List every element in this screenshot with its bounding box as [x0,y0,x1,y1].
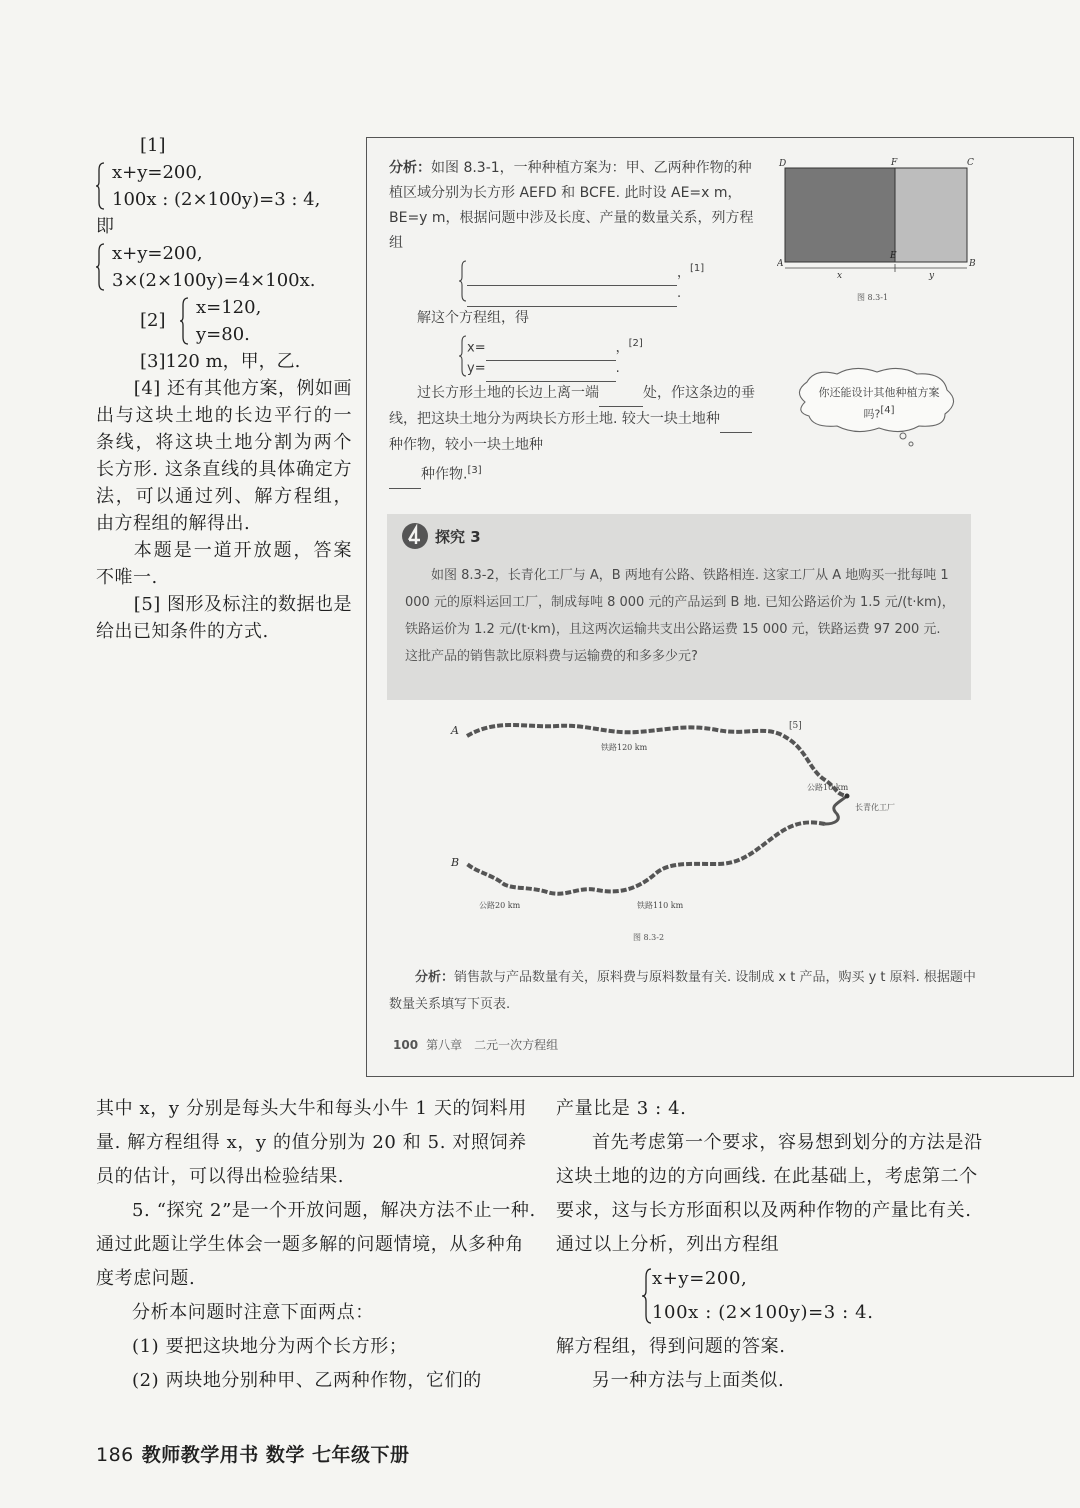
page-footer [96,1440,410,1467]
brace-icon [96,243,105,291]
commentary-left [96,1092,536,1398]
conclusion-text: 种作物. [421,466,468,483]
equation-line: y=80. [196,324,250,345]
answer-blank [389,463,421,489]
analysis-block [389,156,759,489]
open-question-note: 本题是一道开放题，答案不唯一. [96,540,352,588]
label-a: A [777,259,784,269]
rectangle-figure [777,154,977,304]
commentary-paragraph: 首先考虑第一个要求，容易想到划分的方法是沿这块土地的边的方向画线. 在此基础上，考虑第二个要求，这与长方形面积以及两种作物的产量比有关. 通过以上分析，列出方程组 [556,1132,983,1255]
commentary-list-item: (1) 要把这块地分为两个长方形； [132,1336,408,1357]
explore-box [387,514,971,700]
answer-blank [720,407,752,433]
equation-line: 100x : (2×100y)=3 : 4, [112,189,321,210]
label-x: x [837,271,843,281]
brace-icon [642,1268,652,1324]
commentary-paragraph: 解方程组，得到问题的答案. [556,1336,786,1357]
analysis-2 [389,964,979,1018]
note-1-system-a [96,159,352,213]
figure-caption: 图 8.3-2 [633,933,665,942]
brace-icon [459,260,467,302]
solve-text: 解这个方程组，得 [417,310,529,326]
note-2 [96,294,352,348]
figure-caption: 图 8.3-1 [857,293,889,302]
factory-label: 长青化工厂 [855,803,895,812]
route-figure [437,714,957,944]
textbook-page-number: 100 [393,1038,419,1052]
equation-line: x+y=200, [112,162,203,183]
cloud-question: 你还能设计其他种植方案吗? [818,386,940,421]
commentary-paragraph: 分析本问题时注意下面两点： [132,1302,374,1323]
teacher-notes-column [96,132,352,645]
book-title: 教师教学用书 数学 七年级下册 [141,1444,410,1466]
label-c: C [967,158,974,168]
region-bcfe [895,168,967,262]
conclusion-text: 处，作这条边的垂线，把这块土地分为两块长方形土地. 较大一块土地种 [389,385,755,427]
commentary-equation-system [556,1262,996,1330]
note-2-label: [2] [140,310,166,331]
equation-line: 3×(2×100y)=4×100x. [112,270,316,291]
solution-blank-system: x= ，[2] y= . [389,331,759,381]
road-right-label: 公路10 km [807,783,849,792]
page-number: 186 [96,1444,134,1466]
answer-blank [486,356,616,382]
ref-2: [2] [628,338,643,349]
commentary-paragraph: 另一种方法与上面类似. [592,1370,785,1391]
brace-icon [180,297,189,345]
note-3: [3]120 m，甲，乙. [140,351,301,372]
railway-a-route [467,725,847,796]
equation-blank-system: ，[1] . [389,256,759,306]
ref-5: [5] [789,721,802,731]
label-b: B [969,259,976,269]
explore-body: 如图 8.3-2，长青化工厂与 A，B 两地有公路、铁路相连. 这家工厂从 A 地购买一批每吨 1 000 元的原料运回工厂，制成每吨 8 000 元的产品运到 B 地. 已知公路运价为 1.5 元/(t·km)，铁路运价为 1.2 元/(t·km)，且这两次运输共支出公路运费 15 000 元，铁路运费 97 200 元. 这批产品的销售款比原料费与运输费的和多多少元? [405,568,955,664]
thought-cloud [785,362,965,452]
commentary-paragraph: 5. “探究 2”是一个开放问题，解决方法不止一种. 通过此题让学生体会一题多解的问题情境，从多种角度考虑问题. [96,1200,536,1289]
note-1-system-b [96,240,352,294]
railway-top-label: 铁路120 km [601,743,648,752]
commentary-list-item: (2) 两块地分别种甲、乙两种作物，它们的 [132,1370,482,1391]
equation-line: x=120, [196,297,262,318]
commentary-right [556,1092,996,1398]
note-2-system [180,294,330,348]
textbook-chapter: 第八章 二元一次方程组 [426,1038,559,1052]
ref-3: [3] [467,465,482,476]
conclusion-text: 种作物，较小一块土地种 [389,437,543,453]
analysis-text: 如图 8.3-1，一种种植方案为：甲、乙两种作物的种植区域分别为长方形 AEFD 和 BCFE. 此时设 AE=x m，BE=y m，根据问题中涉及长度、产量的数量关系，列方程组 [389,160,754,251]
analysis-paragraph [389,156,759,256]
analysis-2-label: 分析： [415,970,455,985]
equation-line: x+y=200, [112,243,203,264]
point-b-label: B [451,856,460,869]
answer-blank [467,281,677,307]
factory-marker-icon [845,794,850,799]
equation-line: 100x : (2×100y)=3 : 4. [652,1302,874,1323]
label-f: F [891,158,898,168]
road-bottom-label: 公路20 km [479,901,521,910]
region-aefd [785,168,895,262]
point-a-label: A [451,724,459,737]
conclusion-paragraph [389,381,759,489]
cloud-text [815,384,943,424]
label-d: D [779,159,787,169]
ref-1: [1] [690,263,705,274]
railway-bottom-label: 铁路110 km [637,901,684,910]
brace-icon [96,162,105,210]
note-1-connector: 即 [96,216,114,237]
analysis-label: 分析： [389,160,431,176]
road-factory-route [825,796,847,824]
explore-number-icon [401,522,429,550]
textbook-footer [393,1036,558,1053]
x-equals: x= [467,340,486,356]
note-1-label: [1] [140,135,166,156]
conclusion-text: 过长方形土地的长边上离一端 [417,385,599,401]
brace-icon [459,335,467,377]
label-e: E [890,251,897,261]
explore-title: 探究 3 [435,528,481,546]
y-equals: y= [467,361,486,376]
ref-4: [4] [880,405,895,416]
label-y: y [929,271,935,281]
note-5: [5] 图形及标注的数据也是给出已知条件的方式. [96,594,353,642]
textbook-page-frame [366,137,1074,1077]
analysis-2-text: 销售款与产品数量有关，原料费与原料数量有关. 设制成 x t 产品，购买 y t 原料. 根据题中数量关系填写下页表. [389,970,976,1012]
railway-b-route [467,822,825,893]
commentary-paragraph: 其中 x，y 分别是每头大牛和每头小牛 1 天的饲料用量. 解方程组得 x，y 的值分别为 20 和 5. 对照饲养员的估计，可以得出检验结果. [96,1098,527,1187]
answer-blank [599,381,643,407]
equation-line: x+y=200, [652,1268,748,1289]
commentary-paragraph: 产量比是 3 : 4. [556,1098,687,1119]
note-4: [4] 还有其他方案，例如画出与这块土地的长边平行的一条线，将这块土地分割为两个长方形. 这条直线的具体确定方法，可以通过列、解方程组，由方程组的解得出. [96,378,353,534]
